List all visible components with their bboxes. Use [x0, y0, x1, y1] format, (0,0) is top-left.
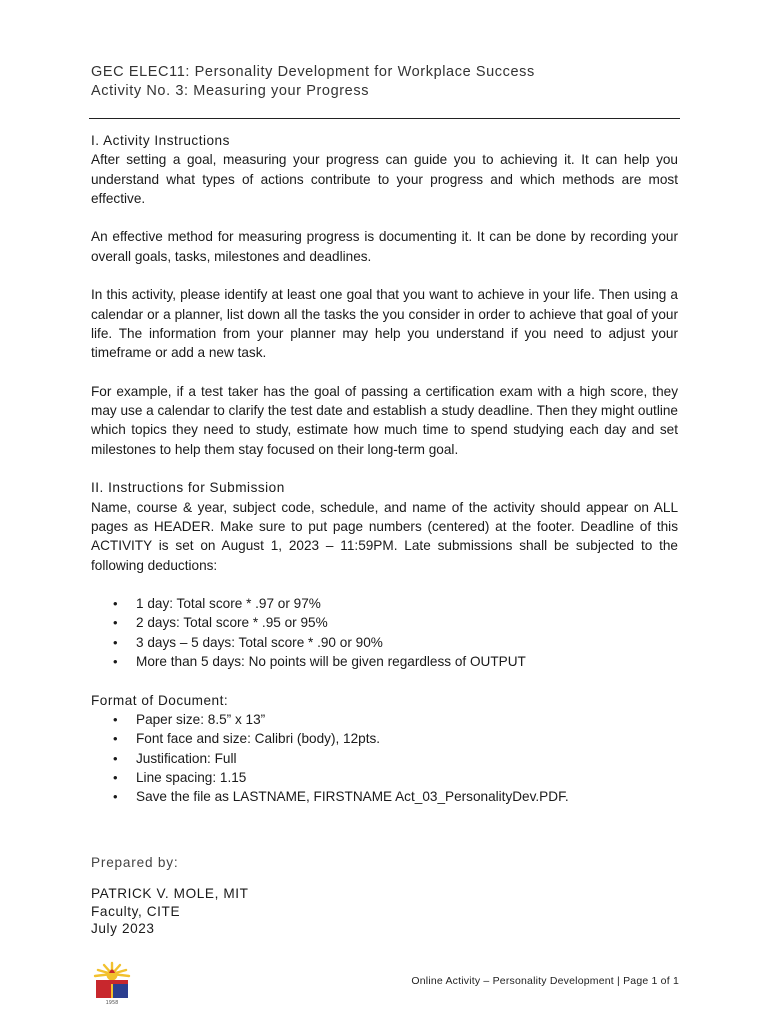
- list-item: • Font face and size: Calibri (body), 12pts.: [91, 729, 678, 748]
- prepared-date: July 2023: [91, 921, 155, 936]
- instructions-paragraph-4: For example, if a test taker has the goal of passing a certification exam with a high score, they may use a calendar to clarify the test date and establish a study deadline. Then they might outline which topics they need to study, estimate how much time to spend studying each day and set milestones to help them stay focused on their long-term goal.: [91, 383, 678, 457]
- document-body: [91, 131, 678, 806]
- instructions-paragraph-3: In this activity, please identify at least one goal that you want to achieve in your life. Then using a calendar or a planner, list down all the tasks the you consider in order to achieve that goal of your life. The information from your planner may help you understand if you need to adjust your timeframe or add a new task.: [91, 287, 678, 361]
- section-heading-instructions: I. Activity Instructions: [91, 133, 230, 148]
- list-item: • More than 5 days: No points will be given regardless of OUTPUT: [91, 652, 678, 671]
- instructions-paragraph-1: After setting a goal, measuring your progress can guide you to achieving it. It can help you understand what types of actions contribute to your progress and which methods are most effective.: [91, 152, 678, 206]
- format-list: [91, 710, 678, 806]
- document-header: [91, 63, 681, 101]
- activity-title: Activity No. 3: Measuring your Progress: [91, 83, 370, 99]
- preparer-name: PATRICK V. MOLE, MIT: [91, 886, 249, 901]
- submission-paragraph: Name, course & year, subject code, schedule, and name of the activity should appear on ALL pages as HEADER. Make sure to put page numbers (centered) at the footer. Deadline of this ACTIVITY is set on August 1, 2023 – 11:59PM. Late submissions shall be subjected to the following deductions:: [91, 499, 678, 573]
- svg-text:1958: 1958: [105, 1000, 119, 1006]
- institution-seal-icon: [89, 960, 135, 1006]
- format-heading: Format of Document:: [91, 692, 229, 708]
- signature-block: [91, 885, 249, 938]
- section-heading-submission: II. Instructions for Submission: [91, 480, 285, 496]
- list-item: • Save the file as LASTNAME, FIRSTNAME Act_03_PersonalityDev.PDF.: [91, 787, 678, 806]
- header-divider: [89, 118, 680, 119]
- list-item: • 3 days – 5 days: Total score * .90 or 90%: [91, 633, 678, 652]
- list-item: • 1 day: Total score * .97 or 97%: [91, 594, 678, 613]
- list-item: • Justification: Full: [91, 749, 678, 768]
- deductions-list: [91, 594, 678, 671]
- instructions-paragraph-2: An effective method for measuring progress is documenting it. It can be done by recording your overall goals, tasks, milestones and deadlines.: [91, 229, 678, 264]
- course-title: GEC ELEC11: Personality Development for Workplace Success: [91, 64, 535, 80]
- prepared-by-label: Prepared by:: [91, 855, 179, 870]
- preparer-position: Faculty, CITE: [91, 903, 181, 919]
- list-item: • Line spacing: 1.15: [91, 768, 678, 787]
- list-item: • 2 days: Total score * .95 or 95%: [91, 613, 678, 632]
- page-footer: Online Activity – Personality Development | Page 1 of 1: [411, 975, 679, 987]
- list-item: • Paper size: 8.5” x 13”: [91, 710, 678, 729]
